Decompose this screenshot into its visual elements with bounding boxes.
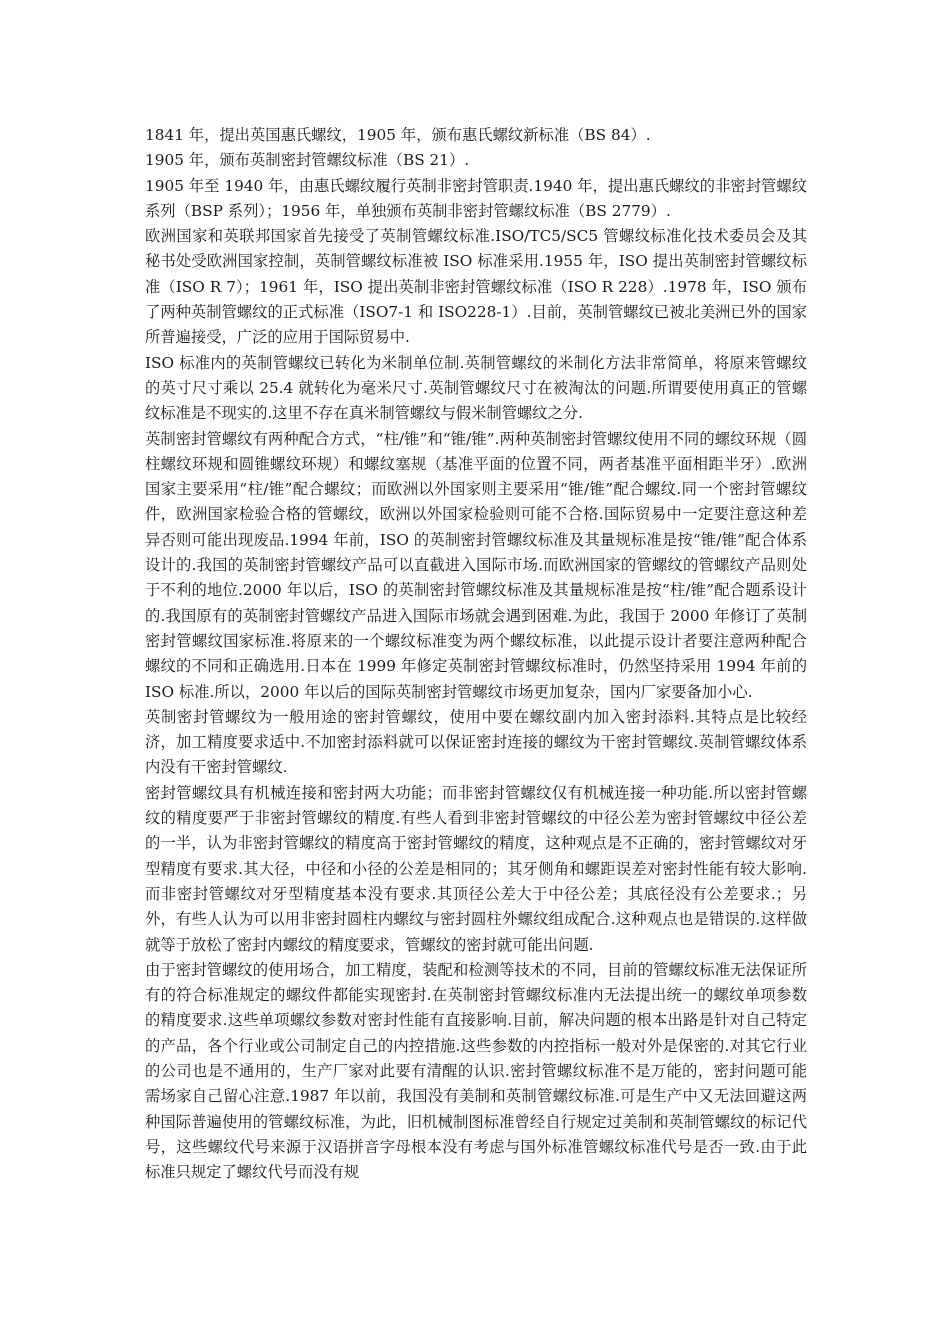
paragraph-1: 1841 年，提出英国惠氏螺纹，1905 年，颁布惠氏螺纹新标准（BS 84）. [145, 126, 651, 144]
paragraph-5: ISO 标准内的英制管螺纹已转化为米制单位制.英制管螺纹的米制化方法非常简单，将原来管螺纹的英寸尺寸乘以 25.4 就转化为毫米尺寸.英制管螺纹尺寸在被淘汰的问题.所谓要使用真正的管螺纹标准是不现实的.这里不存在真米制管螺纹与假米制管螺纹之分. [145, 353, 807, 423]
paragraph-4: 欧洲国家和英联邦国家首先接受了英制管螺纹标准.ISO/TC5/SC5 管螺纹标准化技术委员会及其秘书处受欧洲国家控制，英制管螺纹标准被 ISO 标准采用.1955 年，ISO 提出英制密封管螺纹标准（ISO R 7）；1961 年，ISO 提出英制非密封管螺纹标准（ISO R 228）.1978 年，ISO 颁布了两种英制管螺纹的正式标准（ISO7-1 和 ISO228-1）.目前，英制管螺纹已被北美洲已外的国家所普遍接受，广泛的应用于国际贸易中. [145, 227, 807, 347]
paragraph-9: 由于密封管螺纹的使用场合，加工精度，装配和检测等技术的不同，目前的管螺纹标准无法保证所有的符合标准规定的螺纹件都能实现密封.在英制密封管螺纹标准内无法提出统一的螺纹单项参数的精度要求.这些单项螺纹参数对密封性能有直接影响.目前，解决问题的根本出路是针对自己特定的产品，各个行业或公司制定自己的内控措施.这些参数的内控指标一般对外是保密的.对其它行业的公司也是不通用的，生产厂家对此要有清醒的认识.密封管螺纹标准不是万能的，密封问题可能需场家自己留心注意.1987 年以前，我国没有美制和英制管螺纹标准.可是生产中又无法回避这两种国际普遍使用的管螺纹标准，为此，旧机械制图标准曾经自行规定过美制和英制管螺纹的标记代号，这些螺纹代号来源于汉语拼音字母根本没有考虑与国外标准管螺纹标准代号是否一致.由于此标准只规定了螺纹代号而没有规 [145, 960, 807, 1182]
paragraph-3: 1905 年至 1940 年，由惠氏螺纹履行英制非密封管职责.1940 年，提出惠氏螺纹的非密封管螺纹系列（BSP 系列）；1956 年，单独颁布英制非密封管螺纹标准（BS 2779）. [145, 176, 807, 220]
paragraph-2: 1905 年，颁布英制密封管螺纹标准（BS 21）. [145, 151, 470, 170]
paragraph-7: 英制密封管螺纹为一般用途的密封管螺纹，使用中要在螺纹副内加入密封添料.其特点是比较经济，加工精度要求适中.不加密封添料就可以保证密封连接的螺纹为干密封管螺纹.英制管螺纹体系内没有干密封管螺纹. [145, 707, 807, 777]
paragraph-8: 密封管螺纹具有机械连接和密封两大功能；而非密封管螺纹仅有机械连接一种功能.所以密封管螺纹的精度要严于非密封管螺纹的精度.有些人看到非密封管螺纹的中径公差为密封管螺纹中径公差的一半，认为非密封管螺纹的精度高于密封管螺纹的精度，这种观点是不正确的，密封管螺纹对牙型精度有要求.其大径，中径和小径的公差是相同的；其牙侧角和螺距误差对密封性能有较大影响.而非密封管螺纹对牙型精度基本没有要求.其顶径公差大于中径公差；其底径没有公差要求.；另外，有些人认为可以用非密封圆柱内螺纹与密封圆柱外螺纹组成配合.这种观点也是错误的.这样做就等于放松了密封内螺纹的精度要求，管螺纹的密封就可能出问题. [145, 783, 807, 954]
paragraph-6: 英制密封管螺纹有两种配合方式，“柱/锥”和“锥/锥”.两种英制密封管螺纹使用不同的螺纹环规（圆柱螺纹环规和圆锥螺纹环规）和螺纹塞规（基准平面的位置不同，两者基准平面相距半牙）.欧洲国家主要采用“柱/锥”配合螺纹；而欧洲以外国家则主要采用“锥/锥”配合螺纹.同一个密封管螺纹件，欧洲国家检验合格的管螺纹，欧洲以外国家检验则可能不合格.国际贸易中一定要注意这种差异否则可能出现废品.1994 年前，ISO 的英制密封管螺纹标准及其量规标准是按“锥/锥”配合体系设计的.我国的英制密封管螺纹产品可以直截进入国际市场.而欧洲国家的管螺纹的管螺纹产品则处于不利的地位.2000 年以后，ISO 的英制密封管螺纹标准及其量规标准是按“柱/锥”配合题系设计的.我国原有的英制密封管螺纹产品进入国际市场就会遇到困难.为此，我国于 2000 年修订了英制密封管螺纹国家标准.将原来的一个螺纹标准变为两个螺纹标准，以此提示设计者要注意两种配合螺纹的不同和正确选用.日本在 1999 年修定英制密封管螺纹标准时，仍然坚持采用 1994 年前的 ISO 标准.所以，2000 年以后的国际英制密封管螺纹市场更加复杂，国内厂家要备加小心. [145, 429, 807, 701]
document-body [145, 123, 807, 1185]
